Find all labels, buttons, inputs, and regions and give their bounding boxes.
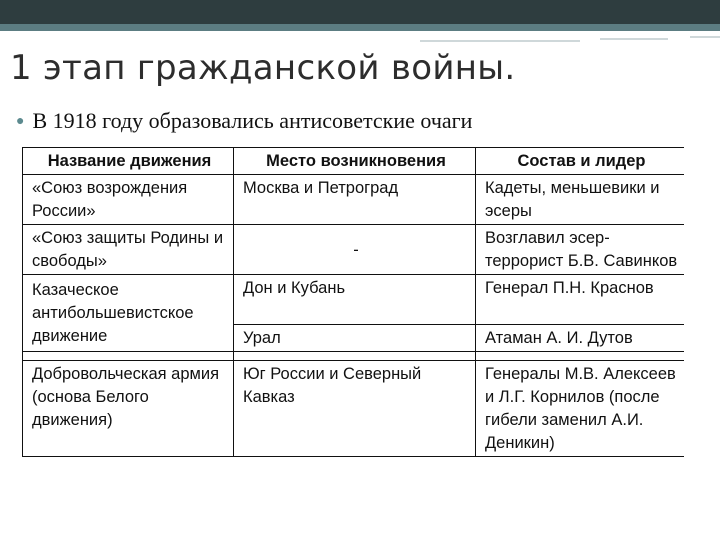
cell-members: Генералы М.В. Алексеев и Л.Г. Корнилов (после гибели заменил А.И. Деникин): [476, 361, 685, 457]
cell-place: Урал: [234, 325, 476, 352]
table-header-row: [23, 148, 685, 175]
table-row: [23, 361, 685, 457]
table-row: [23, 275, 685, 325]
cell-place: Дон и Кубань: [234, 275, 476, 325]
cell-members: Возглавил эсер-террорист Б.В. Савинков: [476, 225, 685, 275]
spacer-cell: [476, 352, 685, 361]
table-spacer-row: [23, 352, 685, 361]
cell-place: -: [234, 225, 476, 275]
cell-members: Атаман А. И. Дутов: [476, 325, 685, 352]
table-row: [23, 225, 685, 275]
decorative-line: [600, 38, 668, 40]
cell-place: Москва и Петроград: [234, 175, 476, 225]
slide-title: 1 этап гражданской войны.: [10, 48, 516, 88]
bullet-icon: ●: [16, 114, 25, 129]
cell-place: Юг России и Северный Кавказ: [234, 361, 476, 457]
top-accent-bar: [0, 24, 720, 31]
movements-table: [22, 147, 684, 527]
cell-movement-name: «Союз возрождения России»: [23, 175, 234, 225]
decorative-line: [690, 36, 720, 38]
column-header-members: Состав и лидер: [476, 148, 685, 175]
table-row: [23, 175, 685, 225]
decorative-line: [420, 40, 580, 42]
cell-movement-name: «Союз защиты Родины и свободы»: [23, 225, 234, 275]
spacer-cell: [23, 352, 234, 361]
bullet-item: [16, 108, 472, 134]
spacer-cell: [234, 352, 476, 361]
bullet-text: В 1918 году образовались антисоветские очаги: [32, 108, 473, 133]
column-header-name: Название движения: [23, 148, 234, 175]
cell-members: Кадеты, меньшевики и эсеры: [476, 175, 685, 225]
cell-movement-name: Добровольческая армия (основа Белого движения): [23, 361, 234, 457]
top-bar: [0, 0, 720, 24]
cell-members: Генерал П.Н. Краснов: [476, 275, 685, 325]
column-header-place: Место возникновения: [234, 148, 476, 175]
cell-movement-name: Казаческое антибольшевистское движение: [23, 275, 234, 352]
